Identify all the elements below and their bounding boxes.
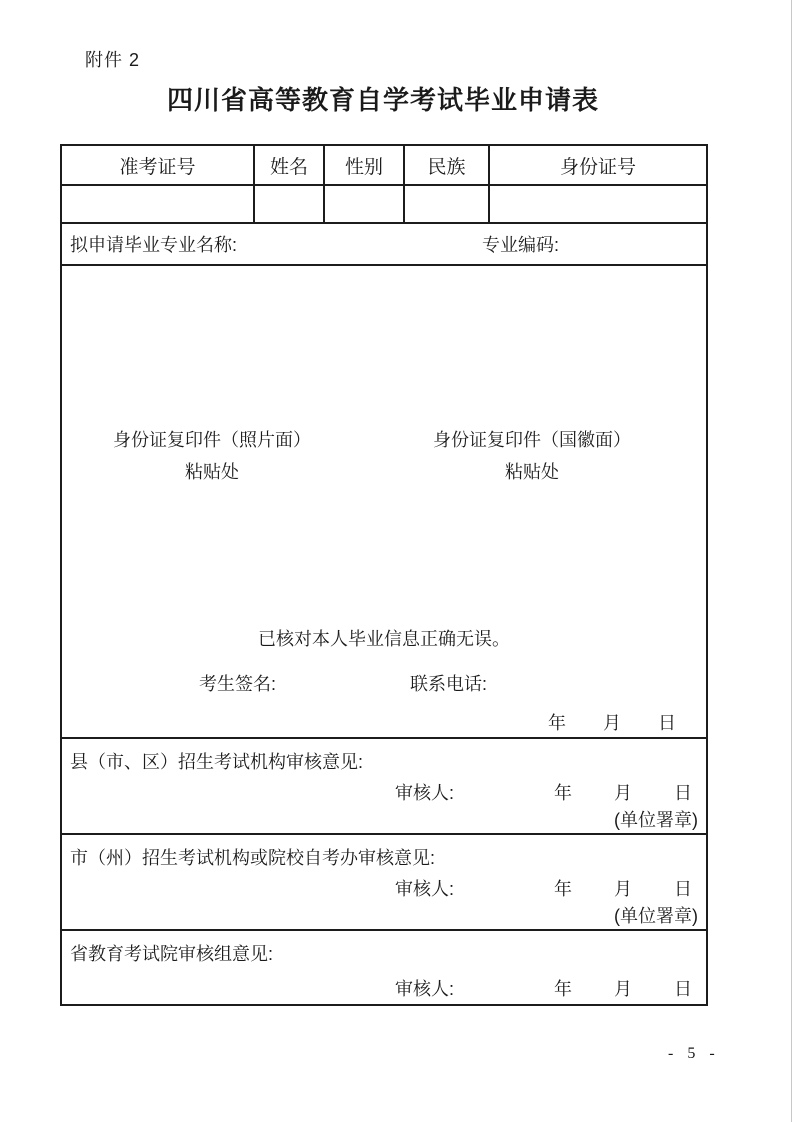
date-day-label: 日 <box>658 713 676 733</box>
candidate-date-line <box>548 709 676 735</box>
id-copy-photo-side-area <box>62 424 362 488</box>
entry-row <box>62 186 706 224</box>
city-review-section <box>62 835 706 931</box>
header-gender: 性别 <box>325 146 405 184</box>
city-seal-label: (单位署章) <box>614 906 698 926</box>
date-month-label: 月 <box>614 979 632 999</box>
city-reviewer-line <box>395 875 692 901</box>
page-title: 四川省高等教育自学考试毕业申请表 <box>166 85 599 115</box>
major-code-label: 专业编码: <box>482 235 560 255</box>
major-row <box>62 224 706 266</box>
province-review-title: 省教育考试院审核组意见: <box>70 944 273 964</box>
attachment-label: 附件 2 <box>85 50 141 70</box>
entry-gender-cell <box>325 186 405 222</box>
date-day-label: 日 <box>674 879 692 899</box>
header-exam-number: 准考证号 <box>62 146 255 184</box>
header-id-number: 身份证号 <box>559 156 636 178</box>
date-day-label: 日 <box>674 979 692 999</box>
county-seal-label: (单位署章) <box>614 810 698 830</box>
province-reviewer-label: 审核人: <box>395 979 455 999</box>
entry-id-number-cell <box>490 186 706 222</box>
page-number: - 5 - <box>668 1045 720 1062</box>
county-reviewer-label: 审核人: <box>395 783 455 803</box>
entry-exam-number-cell <box>62 186 255 222</box>
id-copy-emblem-side-line2: 粘贴处 <box>505 462 559 482</box>
entry-name-cell <box>255 186 325 222</box>
city-date-line <box>554 875 692 901</box>
phone-label: 联系电话: <box>410 674 488 694</box>
county-reviewer-line <box>395 779 692 805</box>
date-day-label: 日 <box>674 783 692 803</box>
county-date-line <box>554 779 692 805</box>
paste-and-confirmation-cell <box>62 266 706 739</box>
signature-label: 考生签名: <box>199 674 277 694</box>
province-date-line <box>554 975 692 1001</box>
city-review-title: 市（州）招生考试机构或院校自考办审核意见: <box>70 848 435 868</box>
confirmation-statement: 已核对本人毕业信息正确无误。 <box>258 629 510 649</box>
id-copy-emblem-side-area <box>382 424 682 488</box>
major-name-label: 拟申请毕业专业名称: <box>70 235 238 255</box>
province-reviewer-line <box>395 975 692 1001</box>
date-month-label: 月 <box>614 879 632 899</box>
date-year-label: 年 <box>554 879 572 899</box>
date-year-label: 年 <box>554 783 572 803</box>
scan-edge-artifact <box>791 0 792 1122</box>
id-copy-photo-side-line1: 身份证复印件（照片面） <box>113 430 311 450</box>
date-year-label: 年 <box>548 713 566 733</box>
header-name: 姓名 <box>255 146 325 184</box>
date-month-label: 月 <box>603 713 621 733</box>
table-header-row <box>62 146 706 186</box>
entry-ethnicity-cell <box>405 186 490 222</box>
province-review-section <box>62 931 706 1004</box>
county-review-section <box>62 739 706 835</box>
id-copy-emblem-side-line1: 身份证复印件（国徽面） <box>433 430 631 450</box>
county-review-title: 县（市、区）招生考试机构审核意见: <box>70 752 363 772</box>
date-year-label: 年 <box>554 979 572 999</box>
city-reviewer-label: 审核人: <box>395 879 455 899</box>
date-month-label: 月 <box>614 783 632 803</box>
header-ethnicity: 民族 <box>405 146 490 184</box>
id-copy-photo-side-line2: 粘贴处 <box>185 462 239 482</box>
application-form-table <box>60 144 708 1006</box>
